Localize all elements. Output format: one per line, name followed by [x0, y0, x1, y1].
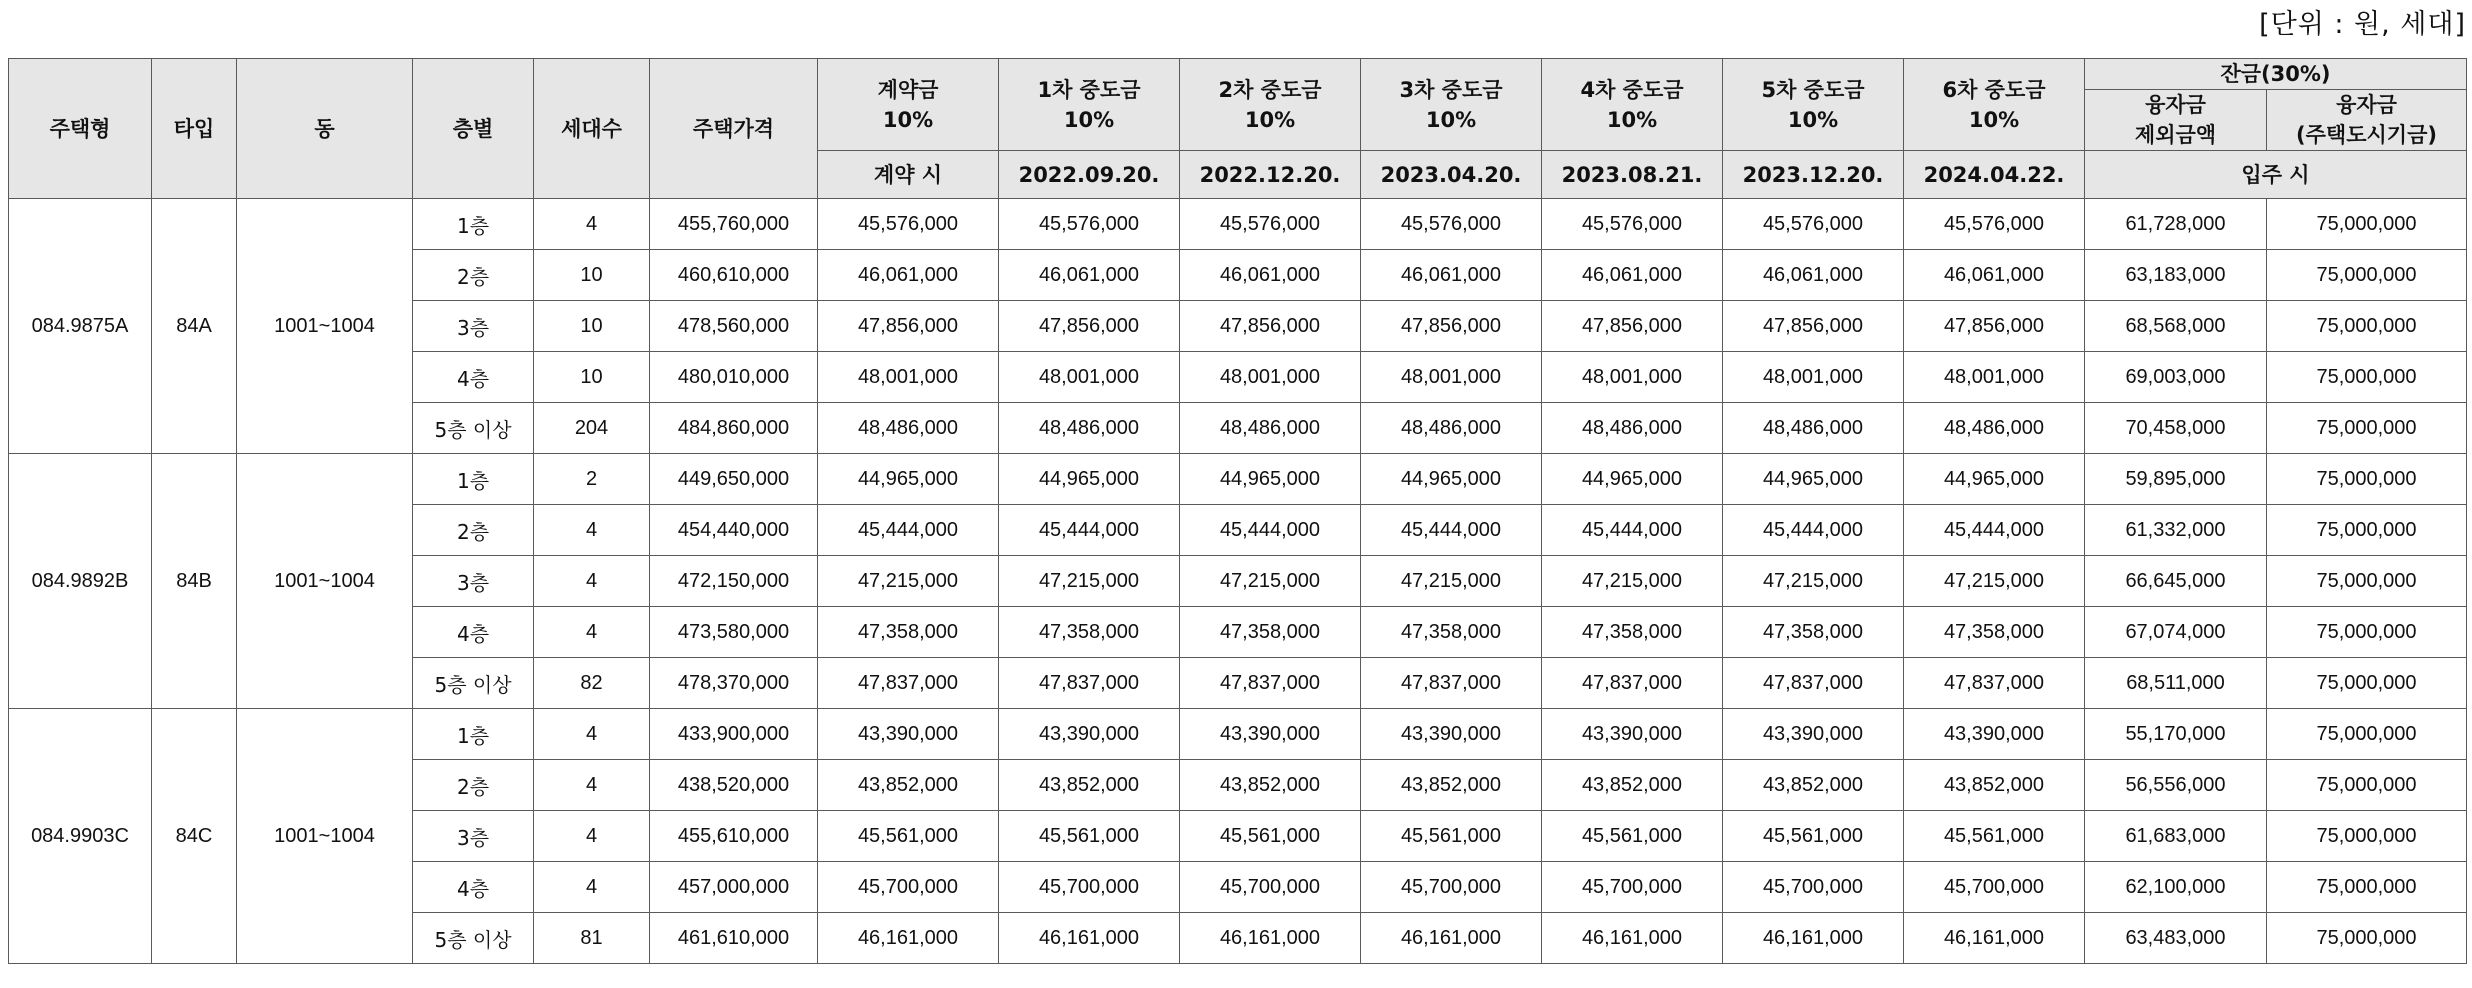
- cell-middle-payment-2: 48,001,000: [1180, 352, 1361, 403]
- cell-balance-excluded: 63,483,000: [2085, 913, 2267, 964]
- cell-middle-payment-6: 47,837,000: [1904, 658, 2085, 709]
- cell-balance-loan: 75,000,000: [2267, 709, 2467, 760]
- cell-middle-payment-4: 43,852,000: [1542, 760, 1723, 811]
- cell-middle-payment-5: 43,390,000: [1723, 709, 1904, 760]
- cell-middle-payment-3: 45,700,000: [1361, 862, 1542, 913]
- cell-middle-payment-5: 44,965,000: [1723, 454, 1904, 505]
- cell-households: 4: [534, 556, 650, 607]
- cell-price: 472,150,000: [650, 556, 818, 607]
- cell-floor: 3층: [413, 556, 534, 607]
- cell-deposit: 43,390,000: [818, 709, 999, 760]
- cell-middle-payment-3: 44,965,000: [1361, 454, 1542, 505]
- header-balance: 잔금(30%): [2085, 59, 2467, 90]
- cell-middle-payment-1: 45,576,000: [999, 199, 1180, 250]
- cell-middle-payment-2: 44,965,000: [1180, 454, 1361, 505]
- cell-type: 84C: [152, 709, 237, 964]
- cell-deposit: 47,856,000: [818, 301, 999, 352]
- cell-middle-payment-1: 47,215,000: [999, 556, 1180, 607]
- table-header: [9, 59, 2467, 199]
- cell-middle-payment-1: 47,837,000: [999, 658, 1180, 709]
- cell-deposit: 45,576,000: [818, 199, 999, 250]
- cell-deposit: 47,358,000: [818, 607, 999, 658]
- header-type: 주택형: [9, 59, 152, 199]
- cell-middle-payment-5: 48,001,000: [1723, 352, 1904, 403]
- table-row: [9, 709, 2467, 760]
- cell-middle-payment-5: 46,161,000: [1723, 913, 1904, 964]
- cell-balance-loan: 75,000,000: [2267, 199, 2467, 250]
- table-body: [9, 199, 2467, 964]
- cell-deposit: 48,001,000: [818, 352, 999, 403]
- cell-balance-excluded: 63,183,000: [2085, 250, 2267, 301]
- cell-middle-payment-1: 45,700,000: [999, 862, 1180, 913]
- cell-middle-payment-4: 48,001,000: [1542, 352, 1723, 403]
- header-floor: 층별: [413, 59, 534, 199]
- header-middle-1: 1차 중도금 10%: [999, 59, 1180, 151]
- cell-middle-payment-1: 45,444,000: [999, 505, 1180, 556]
- cell-dong: 1001~1004: [237, 454, 413, 709]
- cell-balance-loan: 75,000,000: [2267, 862, 2467, 913]
- cell-deposit: 46,061,000: [818, 250, 999, 301]
- cell-balance-excluded: 55,170,000: [2085, 709, 2267, 760]
- cell-middle-payment-2: 45,700,000: [1180, 862, 1361, 913]
- cell-middle-payment-2: 48,486,000: [1180, 403, 1361, 454]
- cell-households: 4: [534, 199, 650, 250]
- cell-balance-excluded: 68,511,000: [2085, 658, 2267, 709]
- cell-middle-payment-4: 44,965,000: [1542, 454, 1723, 505]
- cell-middle-payment-1: 45,561,000: [999, 811, 1180, 862]
- header-middle-3: 3차 중도금 10%: [1361, 59, 1542, 151]
- cell-households: 10: [534, 352, 650, 403]
- cell-middle-payment-1: 43,852,000: [999, 760, 1180, 811]
- cell-price: 449,650,000: [650, 454, 818, 505]
- cell-deposit: 45,444,000: [818, 505, 999, 556]
- cell-balance-loan: 75,000,000: [2267, 301, 2467, 352]
- cell-middle-payment-6: 45,576,000: [1904, 199, 2085, 250]
- cell-middle-payment-5: 47,215,000: [1723, 556, 1904, 607]
- cell-middle-payment-6: 48,001,000: [1904, 352, 2085, 403]
- cell-price: 484,860,000: [650, 403, 818, 454]
- cell-price: 480,010,000: [650, 352, 818, 403]
- cell-middle-payment-5: 46,061,000: [1723, 250, 1904, 301]
- cell-price: 461,610,000: [650, 913, 818, 964]
- cell-floor: 5층 이상: [413, 403, 534, 454]
- cell-middle-payment-2: 45,561,000: [1180, 811, 1361, 862]
- cell-balance-loan: 75,000,000: [2267, 454, 2467, 505]
- cell-middle-payment-5: 47,358,000: [1723, 607, 1904, 658]
- cell-balance-loan: 75,000,000: [2267, 403, 2467, 454]
- cell-middle-payment-4: 47,358,000: [1542, 607, 1723, 658]
- header-deposit: 계약금 10%: [818, 59, 999, 151]
- cell-households: 4: [534, 709, 650, 760]
- cell-households: 4: [534, 811, 650, 862]
- cell-middle-payment-5: 45,576,000: [1723, 199, 1904, 250]
- cell-middle-payment-1: 46,061,000: [999, 250, 1180, 301]
- cell-floor: 1층: [413, 454, 534, 505]
- cell-balance-excluded: 66,645,000: [2085, 556, 2267, 607]
- header-date-2: 2022.12.20.: [1180, 151, 1361, 199]
- header-middle-6: 6차 중도금 10%: [1904, 59, 2085, 151]
- cell-deposit: 48,486,000: [818, 403, 999, 454]
- cell-price: 478,560,000: [650, 301, 818, 352]
- cell-price: 473,580,000: [650, 607, 818, 658]
- cell-housing-type: 084.9892B: [9, 454, 152, 709]
- cell-middle-payment-2: 47,215,000: [1180, 556, 1361, 607]
- cell-middle-payment-3: 47,856,000: [1361, 301, 1542, 352]
- cell-middle-payment-5: 45,561,000: [1723, 811, 1904, 862]
- cell-floor: 3층: [413, 811, 534, 862]
- cell-deposit: 43,852,000: [818, 760, 999, 811]
- cell-middle-payment-4: 45,561,000: [1542, 811, 1723, 862]
- table-row: [9, 454, 2467, 505]
- header-households: 세대수: [534, 59, 650, 199]
- header-date-6: 2024.04.22.: [1904, 151, 2085, 199]
- cell-floor: 2층: [413, 250, 534, 301]
- header-middle-5: 5차 중도금 10%: [1723, 59, 1904, 151]
- cell-floor: 1층: [413, 199, 534, 250]
- cell-middle-payment-1: 43,390,000: [999, 709, 1180, 760]
- cell-balance-loan: 75,000,000: [2267, 913, 2467, 964]
- header-date-3: 2023.04.20.: [1361, 151, 1542, 199]
- cell-middle-payment-2: 43,852,000: [1180, 760, 1361, 811]
- cell-middle-payment-2: 45,576,000: [1180, 199, 1361, 250]
- header-date-4: 2023.08.21.: [1542, 151, 1723, 199]
- cell-middle-payment-6: 43,390,000: [1904, 709, 2085, 760]
- cell-middle-payment-5: 43,852,000: [1723, 760, 1904, 811]
- cell-balance-loan: 75,000,000: [2267, 658, 2467, 709]
- cell-middle-payment-4: 46,061,000: [1542, 250, 1723, 301]
- cell-deposit: 47,837,000: [818, 658, 999, 709]
- cell-type: 84A: [152, 199, 237, 454]
- cell-middle-payment-4: 47,215,000: [1542, 556, 1723, 607]
- cell-floor: 1층: [413, 709, 534, 760]
- cell-price: 438,520,000: [650, 760, 818, 811]
- header-middle-4: 4차 중도금 10%: [1542, 59, 1723, 151]
- cell-deposit: 44,965,000: [818, 454, 999, 505]
- header-middle-2: 2차 중도금 10%: [1180, 59, 1361, 151]
- cell-middle-payment-5: 48,486,000: [1723, 403, 1904, 454]
- cell-price: 455,760,000: [650, 199, 818, 250]
- cell-households: 82: [534, 658, 650, 709]
- cell-middle-payment-4: 45,444,000: [1542, 505, 1723, 556]
- cell-middle-payment-2: 47,837,000: [1180, 658, 1361, 709]
- cell-price: 433,900,000: [650, 709, 818, 760]
- cell-middle-payment-2: 45,444,000: [1180, 505, 1361, 556]
- cell-deposit: 45,561,000: [818, 811, 999, 862]
- header-balance-loan: 융자금 (주택도시기금): [2267, 90, 2467, 151]
- cell-middle-payment-2: 46,061,000: [1180, 250, 1361, 301]
- cell-households: 81: [534, 913, 650, 964]
- cell-households: 4: [534, 505, 650, 556]
- cell-middle-payment-3: 45,444,000: [1361, 505, 1542, 556]
- cell-middle-payment-1: 44,965,000: [999, 454, 1180, 505]
- header-balance-excluded: 융자금 제외금액: [2085, 90, 2267, 151]
- cell-middle-payment-3: 43,852,000: [1361, 760, 1542, 811]
- cell-households: 4: [534, 862, 650, 913]
- table-row: [9, 199, 2467, 250]
- cell-middle-payment-4: 43,390,000: [1542, 709, 1723, 760]
- cell-floor: 2층: [413, 505, 534, 556]
- cell-balance-excluded: 69,003,000: [2085, 352, 2267, 403]
- cell-type: 84B: [152, 454, 237, 709]
- cell-households: 10: [534, 301, 650, 352]
- cell-floor: 4층: [413, 607, 534, 658]
- cell-floor: 5층 이상: [413, 913, 534, 964]
- cell-price: 478,370,000: [650, 658, 818, 709]
- cell-middle-payment-6: 43,852,000: [1904, 760, 2085, 811]
- header-date-deposit: 계약 시: [818, 151, 999, 199]
- cell-middle-payment-3: 45,561,000: [1361, 811, 1542, 862]
- cell-balance-excluded: 61,683,000: [2085, 811, 2267, 862]
- cell-middle-payment-1: 47,856,000: [999, 301, 1180, 352]
- cell-middle-payment-4: 46,161,000: [1542, 913, 1723, 964]
- cell-balance-excluded: 56,556,000: [2085, 760, 2267, 811]
- cell-middle-payment-1: 46,161,000: [999, 913, 1180, 964]
- cell-balance-excluded: 59,895,000: [2085, 454, 2267, 505]
- cell-middle-payment-4: 47,837,000: [1542, 658, 1723, 709]
- cell-balance-loan: 75,000,000: [2267, 607, 2467, 658]
- cell-middle-payment-3: 43,390,000: [1361, 709, 1542, 760]
- cell-middle-payment-1: 48,001,000: [999, 352, 1180, 403]
- cell-housing-type: 084.9875A: [9, 199, 152, 454]
- cell-middle-payment-4: 45,700,000: [1542, 862, 1723, 913]
- cell-middle-payment-6: 47,856,000: [1904, 301, 2085, 352]
- cell-balance-loan: 75,000,000: [2267, 811, 2467, 862]
- cell-households: 4: [534, 607, 650, 658]
- cell-middle-payment-3: 46,161,000: [1361, 913, 1542, 964]
- cell-middle-payment-2: 46,161,000: [1180, 913, 1361, 964]
- cell-middle-payment-3: 46,061,000: [1361, 250, 1542, 301]
- cell-price: 457,000,000: [650, 862, 818, 913]
- unit-note: [단위 : 원, 세대]: [2259, 9, 2466, 40]
- header-dong: 동: [237, 59, 413, 199]
- cell-price: 455,610,000: [650, 811, 818, 862]
- cell-deposit: 45,700,000: [818, 862, 999, 913]
- cell-middle-payment-6: 46,161,000: [1904, 913, 2085, 964]
- cell-middle-payment-5: 45,444,000: [1723, 505, 1904, 556]
- cell-balance-excluded: 68,568,000: [2085, 301, 2267, 352]
- header-ta: 타입: [152, 59, 237, 199]
- cell-price: 460,610,000: [650, 250, 818, 301]
- cell-middle-payment-3: 45,576,000: [1361, 199, 1542, 250]
- header-date-1: 2022.09.20.: [999, 151, 1180, 199]
- cell-floor: 2층: [413, 760, 534, 811]
- cell-balance-excluded: 61,332,000: [2085, 505, 2267, 556]
- cell-floor: 4층: [413, 862, 534, 913]
- cell-balance-excluded: 70,458,000: [2085, 403, 2267, 454]
- cell-floor: 4층: [413, 352, 534, 403]
- cell-middle-payment-1: 48,486,000: [999, 403, 1180, 454]
- cell-middle-payment-6: 47,215,000: [1904, 556, 2085, 607]
- cell-housing-type: 084.9903C: [9, 709, 152, 964]
- cell-dong: 1001~1004: [237, 709, 413, 964]
- cell-floor: 3층: [413, 301, 534, 352]
- cell-middle-payment-3: 48,001,000: [1361, 352, 1542, 403]
- cell-balance-loan: 75,000,000: [2267, 505, 2467, 556]
- cell-middle-payment-4: 47,856,000: [1542, 301, 1723, 352]
- cell-households: 4: [534, 760, 650, 811]
- header-price: 주택가격: [650, 59, 818, 199]
- cell-households: 10: [534, 250, 650, 301]
- cell-balance-loan: 75,000,000: [2267, 250, 2467, 301]
- cell-deposit: 47,215,000: [818, 556, 999, 607]
- cell-middle-payment-6: 45,700,000: [1904, 862, 2085, 913]
- cell-middle-payment-2: 47,856,000: [1180, 301, 1361, 352]
- cell-middle-payment-6: 48,486,000: [1904, 403, 2085, 454]
- cell-middle-payment-6: 44,965,000: [1904, 454, 2085, 505]
- cell-middle-payment-3: 47,215,000: [1361, 556, 1542, 607]
- cell-balance-excluded: 67,074,000: [2085, 607, 2267, 658]
- cell-balance-loan: 75,000,000: [2267, 556, 2467, 607]
- cell-middle-payment-2: 47,358,000: [1180, 607, 1361, 658]
- cell-households: 2: [534, 454, 650, 505]
- cell-balance-excluded: 62,100,000: [2085, 862, 2267, 913]
- cell-middle-payment-4: 45,576,000: [1542, 199, 1723, 250]
- cell-price: 454,440,000: [650, 505, 818, 556]
- cell-middle-payment-5: 47,856,000: [1723, 301, 1904, 352]
- cell-middle-payment-5: 47,837,000: [1723, 658, 1904, 709]
- cell-middle-payment-6: 45,561,000: [1904, 811, 2085, 862]
- cell-floor: 5층 이상: [413, 658, 534, 709]
- cell-balance-excluded: 61,728,000: [2085, 199, 2267, 250]
- price-table: [8, 58, 2467, 964]
- cell-middle-payment-5: 45,700,000: [1723, 862, 1904, 913]
- cell-middle-payment-4: 48,486,000: [1542, 403, 1723, 454]
- cell-middle-payment-1: 47,358,000: [999, 607, 1180, 658]
- cell-middle-payment-6: 46,061,000: [1904, 250, 2085, 301]
- cell-middle-payment-3: 48,486,000: [1361, 403, 1542, 454]
- cell-middle-payment-2: 43,390,000: [1180, 709, 1361, 760]
- header-move-in: 입주 시: [2085, 151, 2467, 199]
- cell-balance-loan: 75,000,000: [2267, 760, 2467, 811]
- cell-middle-payment-3: 47,837,000: [1361, 658, 1542, 709]
- cell-balance-loan: 75,000,000: [2267, 352, 2467, 403]
- cell-households: 204: [534, 403, 650, 454]
- cell-deposit: 46,161,000: [818, 913, 999, 964]
- cell-middle-payment-3: 47,358,000: [1361, 607, 1542, 658]
- cell-dong: 1001~1004: [237, 199, 413, 454]
- cell-middle-payment-6: 47,358,000: [1904, 607, 2085, 658]
- cell-middle-payment-6: 45,444,000: [1904, 505, 2085, 556]
- header-date-5: 2023.12.20.: [1723, 151, 1904, 199]
